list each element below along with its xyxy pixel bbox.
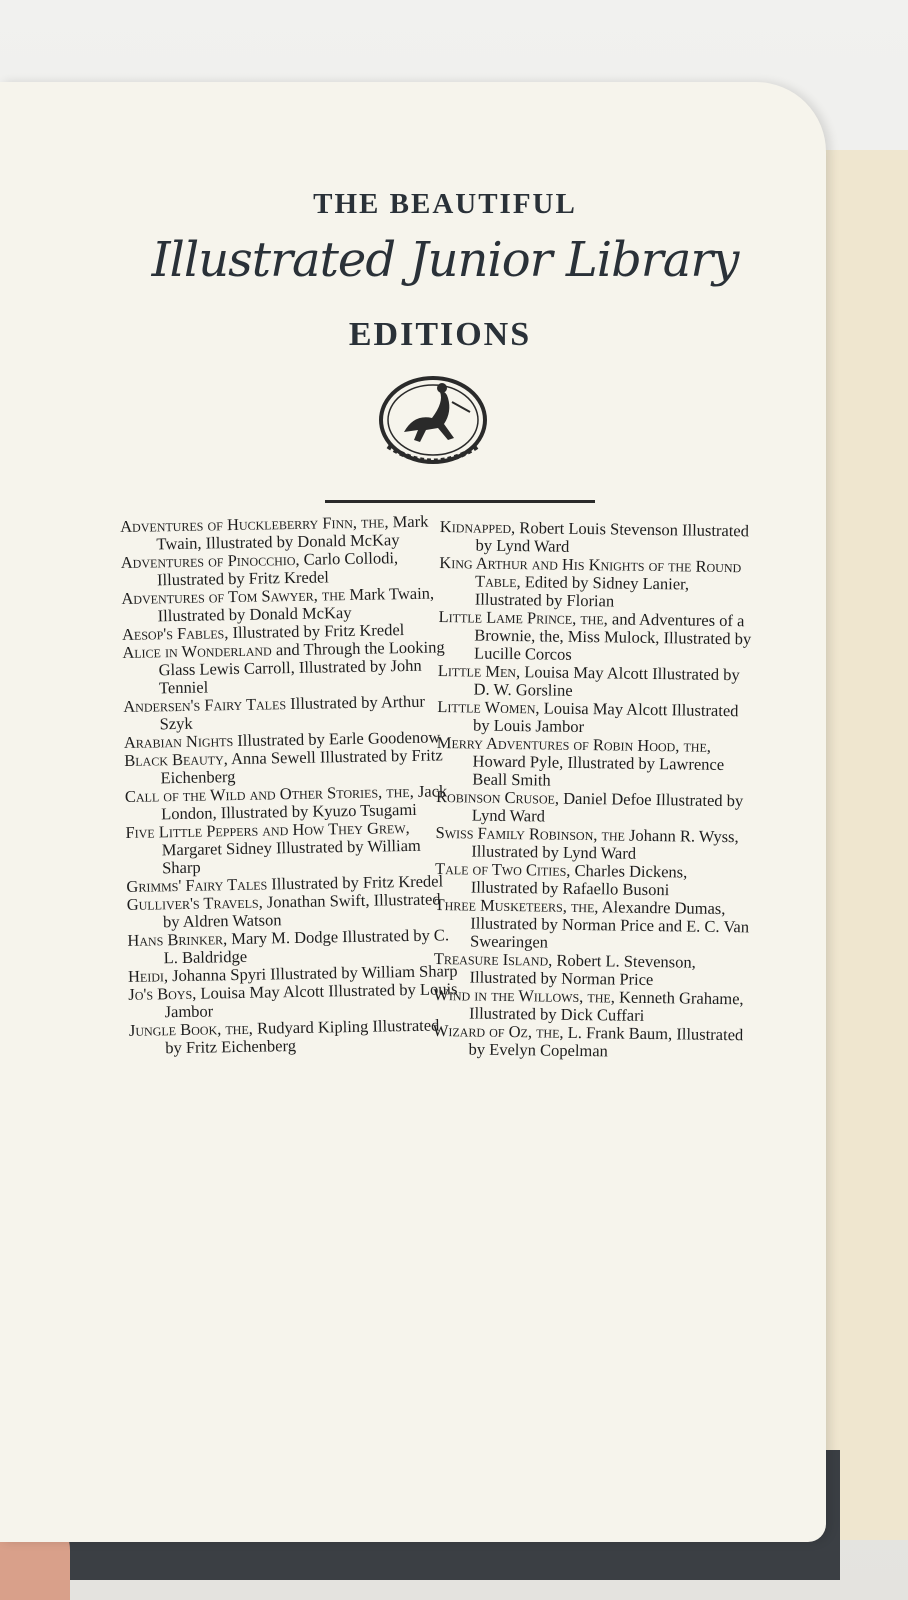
library-entry — [437, 662, 757, 702]
entry-author-illustrator: Louisa May Alcott Illustrated by D. W. Gorsline — [473, 662, 740, 700]
library-entry — [438, 608, 759, 666]
library-entry — [439, 554, 760, 612]
entry-title: Black Beauty, — [124, 749, 228, 770]
entry-title: Adventures of Pinocchio, — [120, 549, 300, 572]
entry-title: Heidi, — [127, 966, 169, 986]
entry-title: Three Musketeers, the, — [434, 894, 599, 917]
entry-title: Treasure Island, — [433, 948, 553, 970]
entry-author-illustrator: Robert L. Stevenson, Illustrated by Norman Price — [469, 950, 696, 990]
entry-author-illustrator: and Adventures of a Brownie, the, Miss Mulock, Illustrated by Lucille Corcos — [473, 609, 752, 664]
entry-title: Wind in the Willows, the, — [433, 984, 616, 1007]
library-entry — [439, 518, 759, 558]
entry-title: Jungle Book, the, — [128, 1018, 254, 1040]
library-entry — [435, 824, 755, 864]
entry-title: Gulliver's Travels, — [126, 892, 263, 914]
entry-title: Grimms' Fairy Tales — [126, 874, 268, 896]
entry-author-illustrator: Illustrated by Fritz Kredel — [267, 871, 444, 894]
entry-title: Aesop's Fables, — [121, 623, 229, 644]
library-entry — [120, 512, 451, 554]
entry-title: Hans Brinker, — [127, 929, 228, 950]
entry-author-illustrator: Robert Louis Stevenson Illustrated by Lynd Ward — [475, 518, 750, 556]
heading-line-3: EDITIONS — [348, 316, 532, 353]
entry-author-illustrator: Alexandre Dumas, Illustrated by Norman Price and E. C. Van Swearingen — [469, 897, 750, 952]
entry-author-illustrator: Illustrated by Earle Goodenow — [233, 727, 441, 751]
entry-title: Little Women, — [437, 696, 540, 718]
entry-author-illustrator: Daniel Defoe Illustrated by Lynd Ward — [471, 788, 744, 826]
library-entry — [122, 638, 453, 698]
entry-author-illustrator: Margaret Sidney Illustrated by William Sharp — [161, 835, 421, 878]
entry-author-illustrator: Jonathan Swift, Illustrated by Aldren Watson — [162, 889, 441, 932]
entry-title: Andersen's Fairy Tales — [123, 694, 287, 716]
entry-author-illustrator: Louisa May Alcott Illustrated by Louis Jambor — [164, 979, 458, 1022]
entry-author-illustrator: Jack London, Illustrated by Kyuzo Tsugami — [161, 781, 448, 824]
entry-author-illustrator: Anna Sewell Illustrated by Fritz Eichenberg — [160, 745, 443, 788]
entry-title: Swiss Family Robinson, the — [435, 822, 626, 845]
left-title-column — [120, 512, 459, 1058]
entry-title: Little Men, — [437, 660, 521, 682]
divider-rule — [325, 500, 595, 503]
entry-title: Alice in Wonderland — [122, 640, 272, 662]
entry-author-illustrator: Edited by Sidney Lanier, Illustrated by Florian — [474, 572, 690, 611]
entry-title: Arabian Nights — [123, 731, 234, 752]
entry-title: Jo's Boys, — [128, 983, 197, 1004]
entry-title: Wizard of Oz, the, — [432, 1020, 564, 1042]
entry-title: Kidnapped, — [439, 517, 516, 538]
entry-author-illustrator: L. Frank Baum, Illustrated by Evelyn Copelman — [468, 1022, 744, 1061]
library-entry — [125, 818, 456, 878]
entry-author-illustrator: Carlo Collodi, Illustrated by Fritz Kredel — [156, 548, 399, 590]
entry-title: Robinson Crusoe, — [435, 786, 560, 808]
library-entry — [434, 896, 755, 954]
entry-author-illustrator: Kenneth Grahame, Illustrated by Dick Cuffari — [468, 987, 744, 1025]
entry-title: Call of the Wild and Other Stories, the, — [124, 781, 414, 806]
entry-author-illustrator: Mary M. Dodge Illustrated by C. L. Baldridge — [163, 925, 450, 968]
library-entry — [129, 1016, 460, 1058]
entry-author-illustrator: Illustrated by Fritz Kredel — [228, 620, 405, 643]
entry-author-illustrator: Mark Twain, Illustrated by Donald McKay — [156, 511, 429, 554]
entry-author-illustrator: Louisa May Alcott Illustrated by Louis Jambor — [472, 698, 739, 737]
entry-author-illustrator: Howard Pyle, Illustrated by Lawrence Beall Smith — [472, 751, 725, 790]
library-entry — [433, 950, 753, 990]
entry-author-illustrator: Rudyard Kipling Illustrated by Fritz Eichenberg — [165, 1015, 440, 1058]
entry-title: Adventures of Tom Sawyer, the — [121, 585, 346, 608]
heading-line-1: THE BEAUTIFUL — [313, 188, 577, 220]
heading-script-title: Illustrated Junior Library — [151, 232, 739, 288]
entry-author-illustrator: Illustrated by Arthur Szyk — [159, 691, 426, 734]
library-entry — [436, 788, 756, 828]
entry-title: Adventures of Huckleberry Finn, the, — [119, 512, 389, 536]
library-entry — [436, 734, 757, 792]
library-entry — [437, 698, 757, 738]
entry-title: Five Little Peppers and How They Grew, — [125, 817, 410, 842]
entry-title: Merry Adventures of Robin Hood, the, — [436, 732, 712, 756]
centaur-emblem-icon — [374, 372, 492, 476]
library-entry — [433, 986, 753, 1026]
right-title-column — [432, 518, 760, 1062]
entry-title: Little Lame Prince, the, — [438, 606, 609, 629]
entry-author-illustrator: Charles Dickens, Illustrated by Rafaello Busoni — [470, 860, 688, 900]
entry-author-illustrator: Mark Twain, Illustrated by Donald McKay — [157, 583, 435, 626]
library-entry — [432, 1022, 752, 1062]
entry-author-illustrator: and Through the Looking Glass Lewis Carroll, Illustrated by John Tenniel — [158, 637, 445, 698]
entry-author-illustrator: Johann R. Wyss, Illustrated by Lynd Ward — [471, 825, 739, 863]
entry-title: Tale of Two Cities, — [434, 858, 571, 880]
library-entry — [435, 860, 755, 900]
entry-author-illustrator: Johanna Spyri Illustrated by William Sharp — [167, 961, 458, 986]
entry-title: King Arthur and His Knights of the Round Table, — [439, 552, 742, 592]
